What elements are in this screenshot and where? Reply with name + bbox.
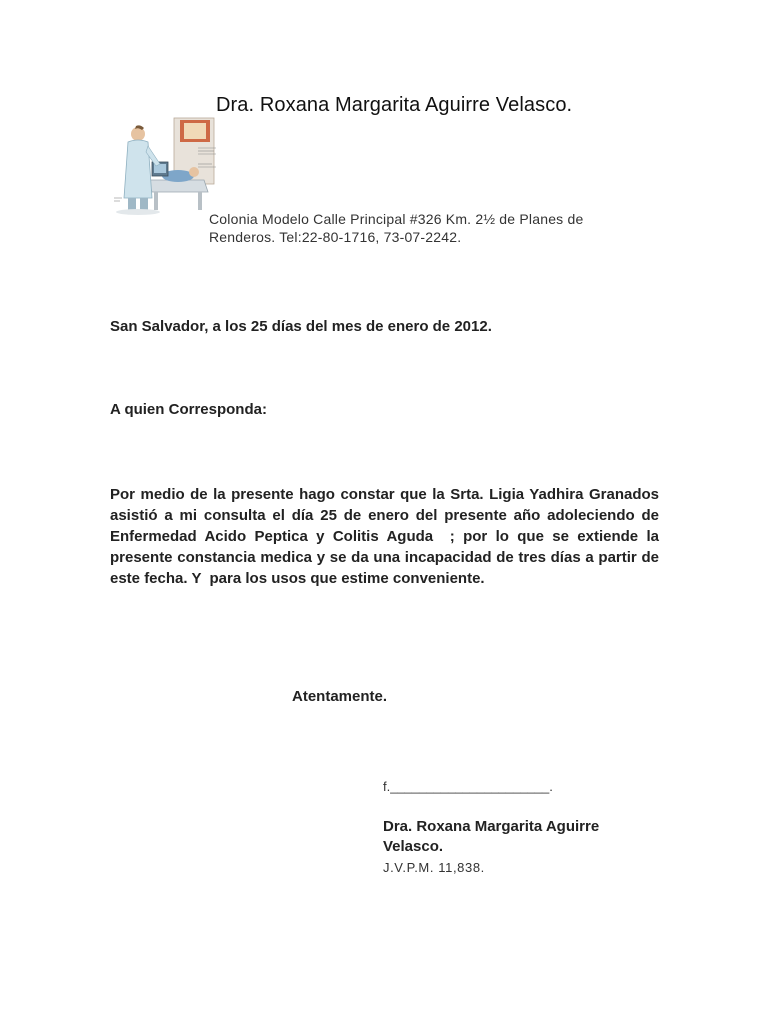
doctor-name-title: Dra. Roxana Margarita Aguirre Velasco. <box>216 94 573 116</box>
doctor-patient-illustration-icon <box>108 112 220 216</box>
letter-date: San Salvador, a los 25 días del mes de enero de 2012. <box>110 318 492 335</box>
letter-greeting: A quien Corresponda: <box>110 401 267 418</box>
letter-body: Por medio de la presente hago constar que la Srta. Ligia Yadhira Granados asistió a mi consulta el día 25 de enero del presente año adoleciendo de Enfermedad Acido Peptica y Colitis Aguda ; por lo que se extiende la presente constancia medica y se da una incapacidad de tres días a partir de este fecha. Y para los usos que estime conveniente. <box>110 486 664 587</box>
signature-registration: J.V.P.M. 11,838. <box>383 860 485 875</box>
signature-line: f.______________________. <box>383 779 553 794</box>
clinic-address: Colonia Modelo Calle Principal #326 Km. 2½ de Planes de Renderos. Tel:22-80-1716, 73-07-2242. <box>209 211 584 245</box>
letter-closing: Atentamente. <box>292 688 388 705</box>
signature-name: Dra. Roxana Margarita Aguirre Velasco. <box>383 818 600 855</box>
